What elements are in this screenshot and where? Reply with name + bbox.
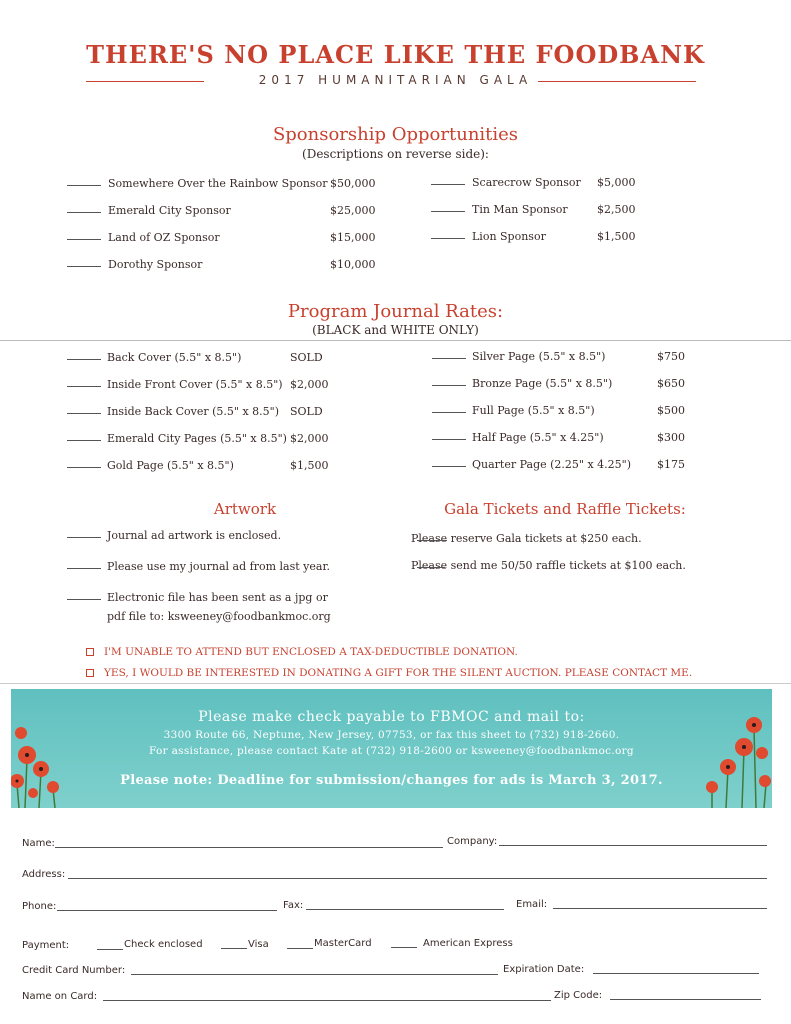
tickets-heading: Gala Tickets and Raffle Tickets:: [444, 500, 686, 518]
journal-option[interactable]: [432, 377, 692, 393]
gala-pre-label: Please reserve: [411, 532, 493, 545]
fill-blank[interactable]: [431, 184, 465, 185]
visa-blank[interactable]: [221, 948, 247, 949]
fill-blank[interactable]: [431, 211, 465, 212]
sponsor-price: $10,000: [330, 258, 376, 271]
sponsorship-subheading: (Descriptions on reverse side):: [302, 147, 489, 161]
artwork-option[interactable]: [67, 591, 347, 607]
banner-address-line: 3300 Route 66, Neptune, New Jersey, 07753, or fax this sheet to (732) 918-2660.: [163, 729, 620, 741]
raffle-post-label: 50/50 raffle tickets at $100 each.: [500, 559, 686, 572]
zip-label: Zip Code:: [554, 990, 603, 1001]
sponsor-label: Tin Man Sponsor: [472, 203, 568, 216]
email-field[interactable]: [553, 908, 767, 909]
checkbox[interactable]: [86, 648, 94, 656]
mastercard-blank[interactable]: [287, 948, 313, 949]
fill-blank[interactable]: [67, 185, 101, 186]
mail-banner: [11, 689, 772, 808]
sponsor-label: Lion Sponsor: [472, 230, 546, 243]
journal-label: Bronze Page (5.5" x 8.5"): [472, 377, 613, 390]
fill-blank[interactable]: [67, 239, 101, 240]
journal-option[interactable]: [432, 404, 692, 420]
sponsor-label: Land of OZ Sponsor: [108, 231, 220, 244]
journal-price: $175: [657, 458, 685, 471]
address-field[interactable]: [68, 878, 767, 879]
journal-label: Inside Back Cover (5.5" x 8.5"): [107, 405, 280, 418]
name-on-card-label: Name on Card:: [22, 991, 98, 1002]
company-label: Company:: [447, 836, 498, 847]
journal-price: $2,000: [290, 378, 329, 391]
mastercard-label: MasterCard: [314, 938, 372, 949]
phone-label: Phone:: [22, 901, 57, 912]
fill-blank[interactable]: [67, 440, 101, 441]
check-enclosed-label: Check enclosed: [124, 939, 203, 950]
sponsor-option[interactable]: [431, 176, 641, 192]
sponsor-option[interactable]: [67, 258, 377, 274]
journal-label: Full Page (5.5" x 8.5"): [472, 404, 595, 417]
fold-line: [0, 683, 791, 684]
fill-blank[interactable]: [432, 439, 466, 440]
gala-tickets-row: [411, 532, 642, 545]
fill-blank[interactable]: [67, 599, 101, 600]
donation-option[interactable]: [86, 646, 518, 658]
journal-option[interactable]: [432, 458, 692, 474]
event-title: THERE'S NO PLACE LIKE THE FOODBANK: [86, 40, 705, 69]
address-label: Address:: [22, 869, 66, 880]
event-subtitle: 2017 HUMANITARIAN GALA: [258, 73, 533, 87]
artwork-label: Please use my journal ad from last year.: [107, 560, 330, 573]
journal-label: Inside Front Cover (5.5" x 8.5"): [107, 378, 283, 391]
gala-post-label: Gala tickets at $250 each.: [496, 532, 642, 545]
journal-option[interactable]: [432, 431, 692, 447]
raffle-pre-label: Please send me: [411, 559, 498, 572]
fax-field[interactable]: [306, 909, 504, 910]
sponsorship-heading: Sponsorship Opportunities: [272, 124, 519, 145]
expiration-label: Expiration Date:: [503, 964, 585, 975]
fill-blank[interactable]: [67, 266, 101, 267]
banner-deadline-line: Please note: Deadline for submission/changes for ads is March 3, 2017.: [120, 773, 663, 788]
journal-price: SOLD: [290, 351, 323, 364]
fill-blank[interactable]: [67, 386, 101, 387]
sponsor-option[interactable]: [67, 177, 377, 193]
card-number-field[interactable]: [131, 974, 498, 975]
name-label: Name:: [22, 838, 55, 849]
journal-label: Silver Page (5.5" x 8.5"): [472, 350, 606, 363]
fold-line: [0, 340, 791, 341]
journal-label: Half Page (5.5" x 4.25"): [472, 431, 604, 444]
journal-price: $2,000: [290, 432, 329, 445]
sponsor-price: $25,000: [330, 204, 376, 217]
fill-blank[interactable]: [432, 466, 466, 467]
sponsor-option[interactable]: [431, 230, 641, 246]
sponsor-price: $5,000: [597, 176, 636, 189]
fill-blank[interactable]: [67, 568, 101, 569]
banner-payable-line: Please make check payable to FBMOC and mail to:: [198, 709, 585, 725]
artwork-label: Electronic file has been sent as a jpg or: [107, 591, 328, 604]
expiration-field[interactable]: [593, 973, 759, 974]
name-on-card-field[interactable]: [103, 1000, 551, 1001]
raffle-tickets-row: [411, 559, 686, 572]
journal-option[interactable]: [67, 432, 337, 448]
banner-contact-line: For assistance, please contact Kate at (732) 918-2600 or ksweeney@foodbankmoc.org: [149, 745, 634, 757]
journal-price: $500: [657, 404, 685, 417]
card-number-label: Credit Card Number:: [22, 965, 126, 976]
artwork-option[interactable]: [67, 529, 347, 545]
phone-field[interactable]: [57, 910, 277, 911]
fill-blank[interactable]: [431, 238, 465, 239]
sponsor-price: $15,000: [330, 231, 376, 244]
fill-blank[interactable]: [432, 412, 466, 413]
journal-price: $1,500: [290, 459, 329, 472]
payment-label: Payment:: [22, 940, 70, 951]
journal-label: Gold Page (5.5" x 8.5"): [107, 459, 234, 472]
fill-blank[interactable]: [67, 212, 101, 213]
artwork-label-cont: pdf file to: ksweeney@foodbankmoc.org: [107, 610, 331, 623]
fill-blank[interactable]: [67, 467, 101, 468]
subtitle-rule-right: [538, 81, 696, 82]
journal-option[interactable]: [67, 351, 337, 367]
auction-label: YES, I WOULD BE INTERESTED IN DONATING A GIFT FOR THE SILENT AUCTION. PLEASE CONTACT ME.: [104, 667, 693, 679]
sponsor-label: Somewhere Over the Rainbow Sponsor: [108, 177, 328, 190]
journal-price: $650: [657, 377, 685, 390]
journal-price: $300: [657, 431, 685, 444]
journal-subheading: (BLACK and WHITE ONLY): [312, 323, 479, 337]
journal-option[interactable]: [432, 350, 692, 366]
journal-option[interactable]: [67, 405, 337, 421]
fax-label: Fax:: [283, 900, 304, 911]
company-field[interactable]: [499, 845, 767, 846]
sponsor-option[interactable]: [67, 204, 377, 220]
auction-option[interactable]: [86, 667, 692, 679]
fill-blank[interactable]: [67, 537, 101, 538]
journal-label: Back Cover (5.5" x 8.5"): [107, 351, 242, 364]
artwork-heading: Artwork: [213, 500, 277, 518]
gala-quantity-blank[interactable]: [417, 540, 447, 541]
donation-label: I'M UNABLE TO ATTEND BUT ENCLOSED A TAX-DEDUCTIBLE DONATION.: [104, 646, 518, 658]
sponsor-label: Emerald City Sponsor: [108, 204, 231, 217]
fill-blank[interactable]: [67, 359, 101, 360]
raffle-quantity-blank[interactable]: [417, 567, 445, 568]
check-enclosed-blank[interactable]: [97, 949, 123, 950]
sponsor-price: $2,500: [597, 203, 636, 216]
fill-blank[interactable]: [432, 358, 466, 359]
amex-blank[interactable]: [391, 947, 417, 948]
email-label: Email:: [516, 899, 548, 910]
amex-label: American Express: [423, 938, 513, 949]
visa-label: Visa: [248, 939, 269, 950]
sponsor-option[interactable]: [431, 203, 641, 219]
journal-label: Quarter Page (2.25" x 4.25"): [472, 458, 632, 471]
journal-option[interactable]: [67, 459, 337, 475]
artwork-label: Journal ad artwork is enclosed.: [107, 529, 282, 542]
sponsor-price: $50,000: [330, 177, 376, 190]
checkbox[interactable]: [86, 669, 94, 677]
journal-heading: Program Journal Rates:: [287, 301, 504, 322]
sponsor-price: $1,500: [597, 230, 636, 243]
sponsor-label: Scarecrow Sponsor: [472, 176, 581, 189]
sponsor-label: Dorothy Sponsor: [108, 258, 203, 271]
fill-blank[interactable]: [432, 385, 466, 386]
journal-option[interactable]: [67, 378, 337, 394]
journal-price: $750: [657, 350, 685, 363]
journal-price: SOLD: [290, 405, 323, 418]
artwork-option[interactable]: [67, 560, 347, 576]
sponsor-option[interactable]: [67, 231, 377, 247]
journal-label: Emerald City Pages (5.5" x 8.5"): [107, 432, 287, 445]
zip-field[interactable]: [610, 999, 761, 1000]
fill-blank[interactable]: [67, 413, 101, 414]
name-field[interactable]: [55, 847, 443, 848]
